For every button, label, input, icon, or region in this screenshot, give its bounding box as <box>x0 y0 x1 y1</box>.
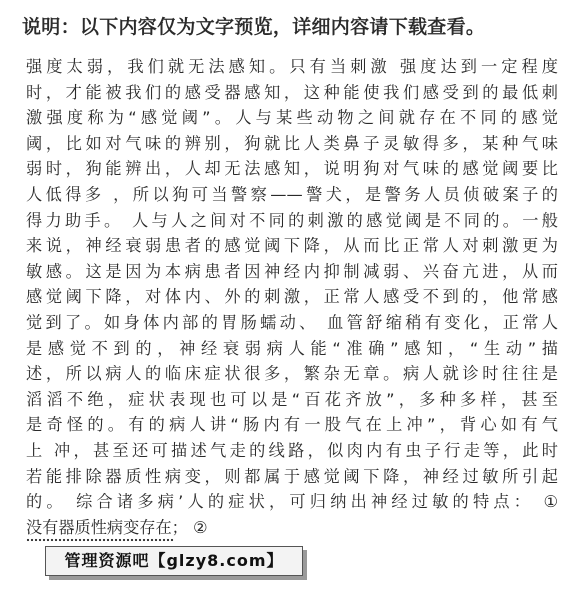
text-line: 是感觉不到的，神经衰弱病人能“准确”感知，“生动”描 <box>26 338 558 358</box>
text-line: 弱时，狗能辨出，人却无法感知，说明狗对气味的感觉阈要比 <box>26 159 558 179</box>
text-line: 是奇怪的。有的病人讲“肠内有一股气在上冲”，背心如有气 <box>26 415 558 435</box>
text-line: 没有器质性病变存在； ② <box>26 517 208 537</box>
text-line: 强度太弱，我们就无法感知。只有当刺激 强度达到一定程度 <box>26 57 558 76</box>
text-line: 得力助手。 人与人之间对不同的刺激的感觉阈是不同的。一般 <box>26 210 558 230</box>
dotted-divider <box>26 538 174 542</box>
text-line: 来说，神经衰弱患者的感觉阈下降，从而比正常人对刺激更为 <box>26 236 558 256</box>
text-line: 上 冲，甚至还可描述气走的线路，似肉内有虫子行走等，此时 <box>26 440 558 460</box>
preview-notice: 说明：以下内容仅为文字预览，详细内容请下载查看。 <box>22 16 486 38</box>
text-line: 滔滔不绝，症状表现也可以是“百花齐放”，多种多样，甚至 <box>26 389 558 409</box>
document-body <box>26 54 558 540</box>
text-line: 激强度称为“感觉阈”。人与某些动物之间就存在不同的感觉 <box>26 108 558 128</box>
text-line: 敏感。这是因为本病患者因神经内抑制减弱、兴奋亢进，从而 <box>26 261 558 281</box>
text-line: 人低得多 ，所以狗可当警察——警犬，是警务人员侦破案子的 <box>26 184 558 204</box>
text-line: 阈，比如对气味的辨别，狗就比人类鼻子灵敏得多，某种气味 <box>26 133 558 153</box>
text-line: 若能排除器质性病变，则都属于感觉阈下降，神经过敏所引起 <box>26 466 558 486</box>
text-line: 述，所以病人的临床症状很多，繁杂无章。病人就诊时往往是 <box>26 364 558 384</box>
text-line: 的。 综合诸多病’人的症状，可归纳出神经过敏的特点： ① <box>26 492 558 512</box>
text-line: 时，才能被我们的感受器感知，这种能使我们感受到的最低刺 <box>26 82 558 102</box>
source-link[interactable]: 管理资源吧【glzy8.com】 <box>45 546 303 576</box>
text-line: 感觉阈下降，对体内、外的刺激，正常人感受不到的，他常感 <box>26 287 558 307</box>
text-line: 觉到了。如身体内部的胃肠蠕动、 血管舒缩稍有变化，正常人 <box>26 312 558 332</box>
